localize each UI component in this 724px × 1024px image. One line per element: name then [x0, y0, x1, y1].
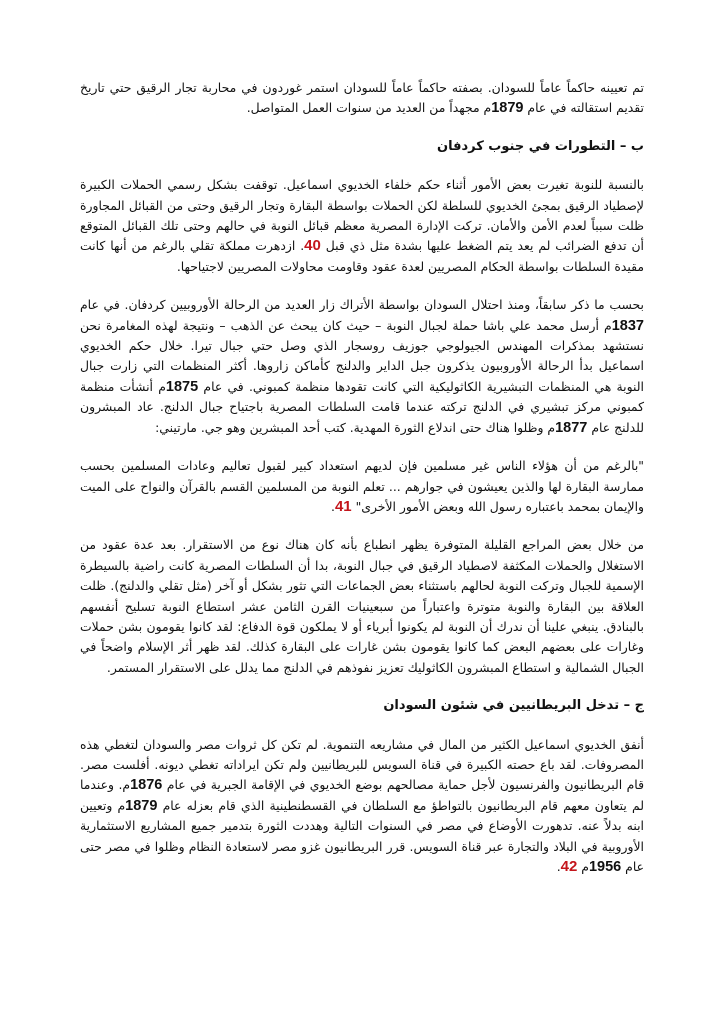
paragraph-text: بالنسبة للنوبة تغيرت بعض الأمور أثناء حكم خلفاء الخديوي اسماعيل. توقفت بشكل رسمي الحملات الكبيرة لإصطياد الرقيق بمجئ الخديوي للسلطة لكن الحملات بواسطة البقارة وتجار الرقيق وحتى من القبائل المجاورة ظلت سبباً لعدم الأمن والأمان. تركت الإدارة المصرية معظم قبائل النوبة في حالهم وحتى تلك القبائل المتوقع أن تدفع الضرائب لم يعد يتم الضغط عليها بشدة مثل ذي قبل: [80, 177, 644, 254]
footnote-reference: 40: [304, 237, 321, 255]
section-heading-british-intervention: ج – تدخل البريطانيين في شئون السودان: [383, 698, 644, 714]
year-number: 1875: [165, 378, 199, 395]
footnote-reference: 42: [560, 858, 578, 875]
paragraph-nuba-developments: [80, 175, 644, 277]
paragraph-text: . ازدهرت مملكة تقلي بالرغم من أنها كانت مقيدة السلطات بواسطة الحكام المصريين لعدة عقود وقاومت محاولات المصريين لاجتياحها.: [80, 238, 644, 274]
footnote-reference: 41: [334, 497, 352, 515]
year-number: 1877: [555, 419, 588, 436]
paragraph-text: م أرسل محمد علي باشا حملة لجبال النوبة – حيث كان يبحث عن الذهب – ونتيجة لهذه المغامرة نحن نستشهد بمذكرات المهندس الجيولوجي جوزيف روسجار الذي وصل حتي جبال تيرا. خلال حكم الخديوي اسماعيل بدأ الرحالة الأوروبيون يذكرون جبل الداير والدلنج كأماكن زاروها. أكثر المنظمات التي زارت جبال النوبة هي المنظمات التبشيرية الكاثوليكية التي كانت تقودها منظمة كمبوني. في عام: [80, 317, 644, 394]
paragraph-text: بحسب ما ذكر سابقاً، ومنذ احتلال السودان بواسطة الأتراك زار العديد من الرحالة الأوروبيين كردفان. في عام: [80, 297, 644, 313]
paragraph-text: م. وعندما لم يتعاون معهم قام البريطانيون بالتواطؤ مع السلطان في القسطنطينية الذي قام بعزله عام: [80, 777, 644, 813]
year-number: 1876: [130, 777, 163, 794]
paragraph-text: م: [577, 859, 589, 874]
paragraph-text: م أنشأت منظمة كمبوني مركز تبشيري في الدلنج تركته عندما قامت السلطات المصرية باجتياح جبال الدلنج. عاد المبشرون للدلنج عام: [80, 378, 644, 435]
year-number: 1837: [611, 317, 644, 334]
paragraph-stability: من خلال بعض المراجع القليلة المتوفرة يظهر انطباع بأنه كان هناك نوع من الاستقرار. بعد عدة عقود من الاستغلال والحملات المكثفة لاصطياد الرقيق في جبال النوبة، بدا أن السلطات المصرية كانت راضية بالسيطرة الإسمية للجبال وتركت النوبة لحالهم باستثناء بعض الجماعات التي تثور بشكل أو آخر (مثل تقلي والدلنج). ظلت العلاقة بين البقارة والنوبة متوترة واعتباراً من سبعينيات القرن الثامن عشر استطاع النوبة تسليح أنفسهم بالبنادق. ينبغي علينا أن ندرك أن النوبة لم يكونوا أبرياء أو لا يملكون قوة الدفاع: لقد كانوا يقومون بشن حملات وغارات على بعضهم البعض كما كانوا يقومون بشن غارات على البقارة كذلك. لقد ظهر أثر الإسلام واضحاً في الجبال الشمالية و استطاع المبشرون الكاثوليك تعزيز نفوذهم في الدلنج مما يدلل على الاستقرار المستمر.: [80, 537, 644, 675]
year-number: 1879: [491, 100, 524, 117]
paragraph-text: م وتعيين ابنه بدلاً عنه. تدهورت الأوضاع في مصر في السنوات التالية وهددت الثورة بتدمير جميع المشاريع الاستثمارية الأوروبية في البلاد والتجارة عبر قناة السويس. قرر البريطانيون غزو مصر لاستعادة النظام وظلوا في مصر حتى عام: [80, 797, 644, 874]
paragraph-text: تم تعيينه حاكماً عاماً للسودان. بصفته حاكماً عاماً للسودان استمر غوردون في محاربة تجار الرقيق حتي تاريخ تقديم استقالته في عام: [80, 80, 644, 116]
paragraph-martini-quote: [80, 456, 644, 517]
paragraph-european-travellers: [80, 295, 644, 438]
section-heading-south-kordofan: ب – التطورات في جنوب كردفان: [436, 138, 644, 154]
paragraph-text: .: [330, 498, 335, 514]
year-number: 1879: [125, 797, 158, 814]
paragraph-text: م مجهداً من العديد من سنوات العمل المتواصل.: [246, 100, 492, 116]
year-number: 1956: [588, 859, 622, 875]
paragraph-text: أنفق الخديوي اسماعيل الكثير من المال في مشاريعه التنموية. لم تكن كل ثروات مصر والسودان لتغطي هذه المصروفات. لقد باع حصته الكبيرة في قناة السويس للبريطانيين ولم تكن ايراداته تغطي ديونه. أفلست مصر. قام البريطانيون والفرنسيون لأجل حماية مصالحهم بوضع الخديوي في الإقامة الجبرية في عام: [80, 736, 644, 793]
document-page: [80, 78, 644, 895]
paragraph-gordon-resignation: [80, 78, 644, 119]
paragraph-khedive-debts: [80, 735, 644, 878]
paragraph-text: .: [556, 859, 561, 874]
paragraph-text: م وظلوا هناك حتى اندلاع الثورة المهدية. كتب أحد المبشرين وهو جي. مارتيني:: [155, 419, 556, 435]
quote-text: "بالرغم من أن هؤلاء الناس غير مسلمين فإن لديهم استعداد كبير لقبول تعاليم وعادات المسلمين بحسب ممارسة البقارة لها والذين يعيشون في جوارهم ... تعلم النوبة من المسلمين القسم بالقرآن والنواح على الميت والإيمان بمحمد باعتباره رسول الله وبعض الأمور الأخرى": [80, 458, 644, 514]
